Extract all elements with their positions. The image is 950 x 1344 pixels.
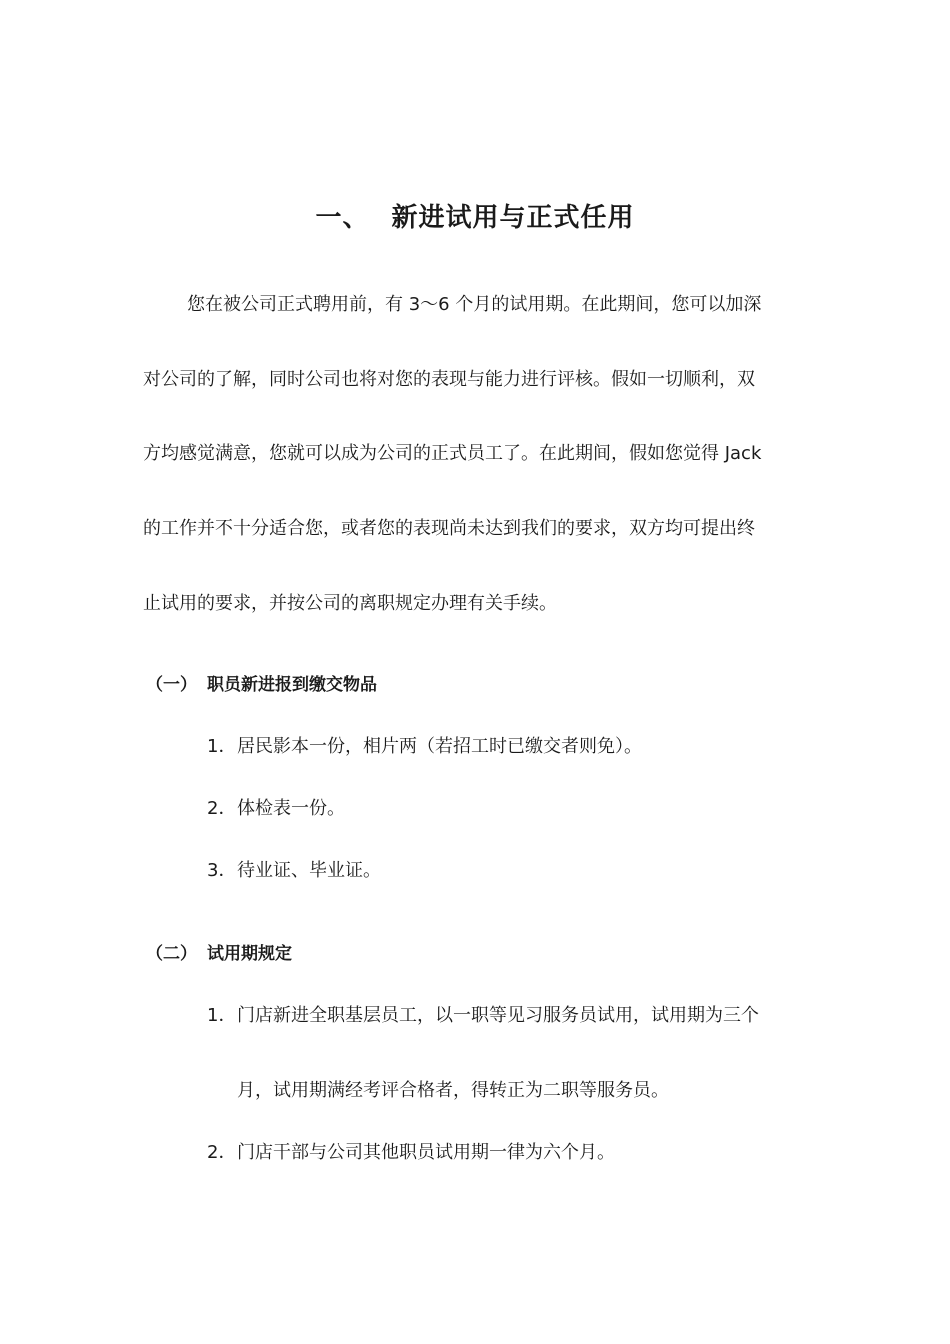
- list-item-number: 2．: [207, 1142, 237, 1163]
- list-item-text: 居民影本一份，相片两（若招工时已缴交者则免）。: [237, 736, 642, 757]
- title-text: 新进试用与正式任用: [391, 203, 635, 233]
- list-item-continuation: 月，试用期满经考评合格者，得转正为二职等服务员。: [237, 1080, 669, 1101]
- section-heading: [146, 673, 377, 697]
- list-item-number: 1．: [207, 736, 237, 757]
- list-item-number: 1．: [207, 1005, 237, 1026]
- list-item: [207, 735, 642, 759]
- section-number: （二）: [146, 944, 197, 964]
- intro-line: 您在被公司正式聘用前，有 3～6 个月的试用期。在此期间，您可以加深: [187, 294, 762, 315]
- list-item-number: 2．: [207, 798, 237, 819]
- intro-line: 对公司的了解，同时公司也将对您的表现与能力进行评核。假如一切顺利，双: [143, 369, 755, 390]
- intro-line: 的工作并不十分适合您，或者您的表现尚未达到我们的要求，双方均可提出终: [143, 518, 755, 539]
- intro-line: 止试用的要求，并按公司的离职规定办理有关手续。: [143, 593, 557, 614]
- list-item: [207, 797, 345, 821]
- intro-line: 方均感觉满意，您就可以成为公司的正式员工了。在此期间，假如您觉得 Jack: [143, 443, 762, 464]
- list-item-text: 门店干部与公司其他职员试用期一律为六个月。: [237, 1142, 615, 1163]
- list-item: [207, 1004, 759, 1028]
- section-heading-text: 职员新进报到缴交物品: [207, 675, 377, 695]
- list-item: [207, 859, 381, 883]
- title-number: 一、: [315, 203, 370, 233]
- section-heading: [146, 942, 292, 966]
- list-item-text: 体检表一份。: [237, 798, 345, 819]
- list-item-text: 待业证、毕业证。: [237, 860, 381, 881]
- list-item-text: 门店新进全职基层员工，以一职等见习服务员试用，试用期为三个: [237, 1005, 759, 1026]
- list-item-number: 3．: [207, 860, 237, 881]
- section-number: （一）: [146, 675, 197, 695]
- section-heading-text: 试用期规定: [207, 944, 292, 964]
- page-title: [0, 197, 950, 234]
- list-item: [207, 1141, 615, 1165]
